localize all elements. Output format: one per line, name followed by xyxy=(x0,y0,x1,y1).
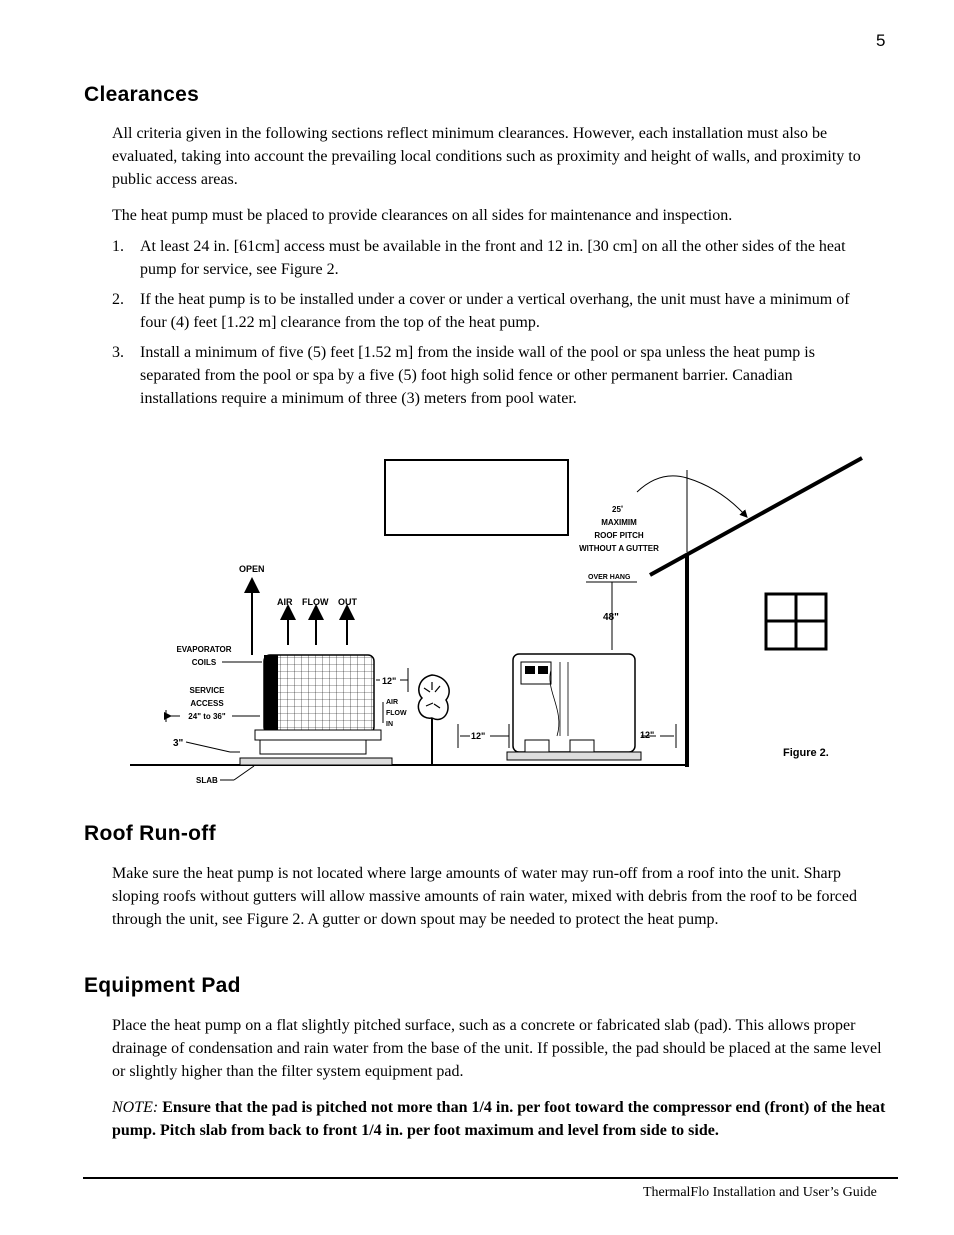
list-item-number: 1. xyxy=(112,238,124,255)
equipment-pad-note xyxy=(112,1096,888,1142)
list-item-text: If the heat pump is to be installed under a cover or under a vertical overhang, the unit must have a minimum of four (4) feet [1.22 m] clearance from the top of the heat pump. xyxy=(140,291,850,331)
svg-text:WITHOUT A GUTTER: WITHOUT A GUTTER xyxy=(579,544,659,553)
svg-text:COILS: COILS xyxy=(191,658,217,667)
list-item-text: Install a minimum of five (5) feet [1.52 m] from the inside wall of the pool or spa unless the heat pump is separated from the pool or spa by a five (5) foot high solid fence or other permanent barrier. Canadian installations require a minimum of three (3) meters from pool water. xyxy=(140,344,815,407)
slab xyxy=(240,758,392,765)
svg-text:AIR: AIR xyxy=(386,699,399,706)
svg-text:OUT: OUT xyxy=(338,597,357,607)
svg-text:IN: IN xyxy=(386,721,393,728)
svg-text:MAXIMIM: MAXIMIM xyxy=(601,518,637,527)
clearance-diagram xyxy=(0,440,954,800)
clearances-intro: All criteria given in the following sections reflect minimum clearances. However, each installation must also be evaluated, taking into account the prevailing local conditions such as proximity and height of walls, and proximity to public access areas. xyxy=(112,125,861,188)
forty-eight-label: 48" xyxy=(603,612,619,623)
evaporator-coils-strip xyxy=(264,655,278,733)
note-text: Ensure that the pad is pitched not more than 1/4 in. per foot toward the compressor end (front) of the heat pump. Pitch slab from back to front 1/4 in. per foot maximum and level from side to side. xyxy=(112,1099,886,1139)
pitch-arc xyxy=(637,476,745,515)
angle-label: 25˚ xyxy=(612,505,624,514)
svg-text:SLAB: SLAB xyxy=(196,776,218,785)
figure-caption: Figure 2. xyxy=(783,747,829,759)
list-item-number: 3. xyxy=(112,344,124,361)
list-item xyxy=(112,341,872,410)
svg-text:ROOF PITCH: ROOF PITCH xyxy=(594,531,644,540)
svg-text:AIR: AIR xyxy=(277,597,293,607)
svg-text:SERVICE: SERVICE xyxy=(189,686,225,695)
list-item-text: At least 24 in. [61cm] access must be available in the front and 12 in. [30 cm] on all the other sides of the heat pump for service, see Figure 2. xyxy=(140,238,846,278)
footer-title: ThermalFlo Installation and User’s Guide xyxy=(643,1185,877,1200)
roof-runoff-heading: Roof Run-off xyxy=(84,822,216,845)
note-label: NOTE: xyxy=(112,1099,159,1116)
tree-canopy xyxy=(418,675,449,719)
svg-text:FLOW: FLOW xyxy=(302,597,329,607)
svg-text:FLOW: FLOW xyxy=(386,710,407,717)
list-item xyxy=(112,235,872,281)
clearances-heading: Clearances xyxy=(84,83,200,106)
figure-2 xyxy=(0,440,954,800)
footer-divider xyxy=(83,1177,898,1179)
svg-text:12": 12" xyxy=(382,676,397,686)
svg-text:24" to 36": 24" to 36" xyxy=(188,712,226,721)
svg-text:ACCESS: ACCESS xyxy=(190,699,224,708)
clearances-placement: The heat pump must be placed to provide clearances on all sides for maintenance and inspection. xyxy=(112,207,733,224)
svg-text:3": 3" xyxy=(173,738,184,749)
svg-text:12": 12" xyxy=(640,730,655,740)
svg-text:EVAPORATOR: EVAPORATOR xyxy=(176,645,232,654)
roof-runoff-text: Make sure the heat pump is not located where large amounts of water may run-off from a roof into the unit. Sharp sloping roofs without gutters will allow massive amounts of rain water, mixed with debris from the roof to be forced through the unit, see Figure 2. A gutter or down spout may be needed to protect the heat pump. xyxy=(112,865,857,928)
side-unit xyxy=(264,655,374,733)
open-label: OPEN xyxy=(239,564,265,574)
list-item-number: 2. xyxy=(112,291,124,308)
roof-line xyxy=(650,458,862,575)
over-hang-label: OVER HANG xyxy=(588,574,631,581)
overhang-box xyxy=(385,460,568,535)
list-item xyxy=(112,288,872,334)
page-number: 5 xyxy=(876,31,886,50)
equipment-pad-text: Place the heat pump on a flat slightly pitched surface, such as a concrete or fabricated slab (pad). This allows proper drainage of condensation and rain water from the base of the unit. If possible, the pad should be placed at the same level or slightly higher than the filter system equipment pad. xyxy=(112,1017,882,1080)
svg-text:12": 12" xyxy=(471,731,486,741)
equipment-pad-heading: Equipment Pad xyxy=(84,974,241,997)
